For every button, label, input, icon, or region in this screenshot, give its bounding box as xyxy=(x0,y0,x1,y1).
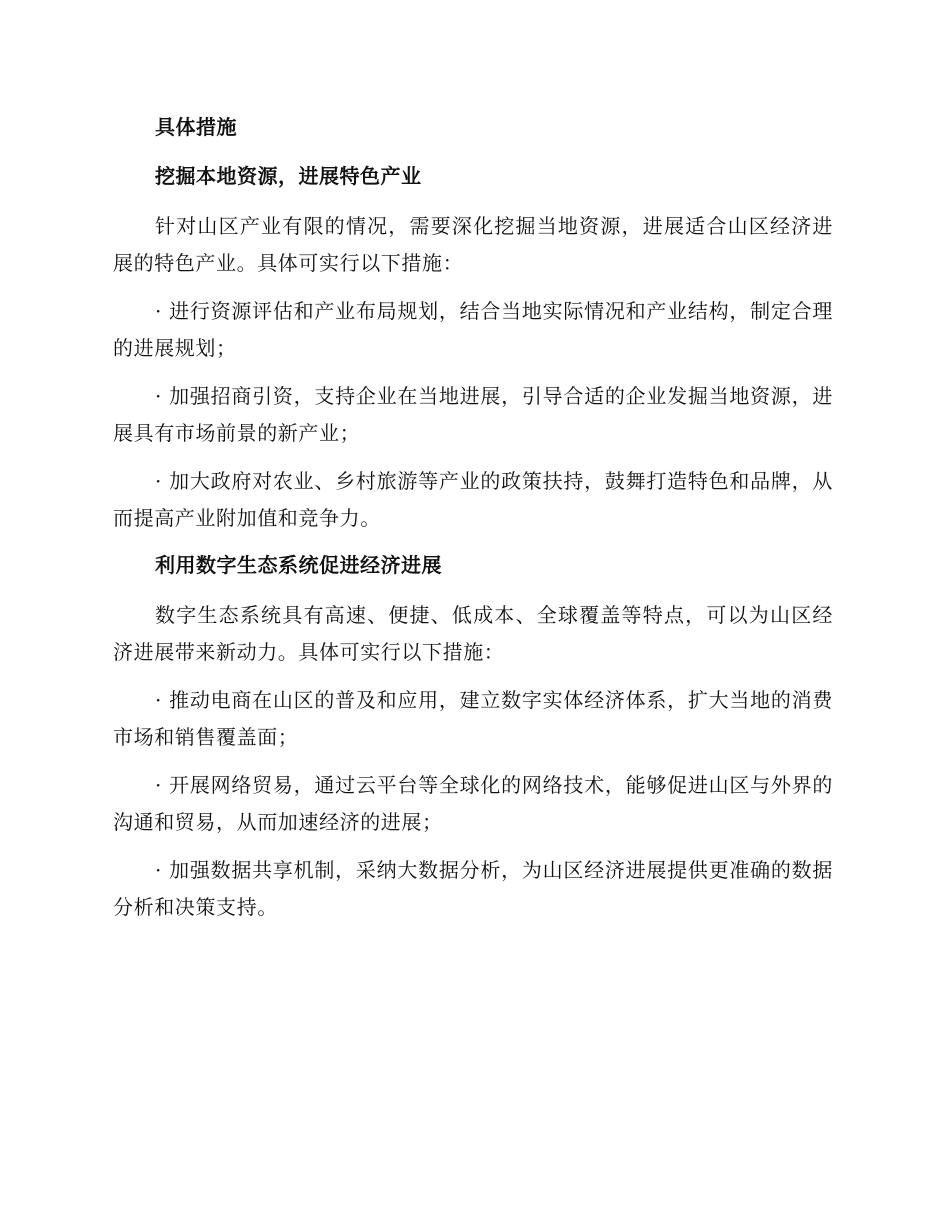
paragraph-intro-resources: 针对山区产业有限的情况，需要深化挖掘当地资源，进展适合山区经济进展的特色产业。具体可实行以下措施： xyxy=(113,214,833,275)
bullet-item-planning: · 进行资源评估和产业布局规划，结合当地实际情况和产业结构，制定合理的进展规划； xyxy=(113,299,833,360)
bullet-item-policy-support: · 加大政府对农业、乡村旅游等产业的政策扶持，鼓舞打造特色和品牌，从而提高产业附加值和竞争力。 xyxy=(113,469,833,530)
bullet-item-data-sharing: · 加强数据共享机制，采纳大数据分析，为山区经济进展提供更准确的数据分析和决策支持。 xyxy=(113,858,833,919)
subheading-local-resources: 挖掘本地资源，进展特色产业 xyxy=(155,164,422,188)
bullet-item-investment: · 加强招商引资，支持企业在当地进展，引导合适的企业发掘当地资源，进展具有市场前景的新产业； xyxy=(113,384,833,445)
document-page xyxy=(113,110,833,937)
bullet-item-ecommerce: · 推动电商在山区的普及和应用，建立数字实体经济体系，扩大当地的消费市场和销售覆盖面； xyxy=(113,688,833,749)
subheading-digital-ecosystem: 利用数字生态系统促进经济进展 xyxy=(155,553,442,577)
bullet-item-network-trade: · 开展网络贸易，通过云平台等全球化的网络技术，能够促进山区与外界的沟通和贸易，从而加速经济的进展； xyxy=(113,773,833,834)
paragraph-intro-digital: 数字生态系统具有高速、便捷、低成本、全球覆盖等特点，可以为山区经济进展带来新动力。具体可实行以下措施： xyxy=(113,603,833,664)
section-heading-measures: 具体措施 xyxy=(155,115,237,139)
